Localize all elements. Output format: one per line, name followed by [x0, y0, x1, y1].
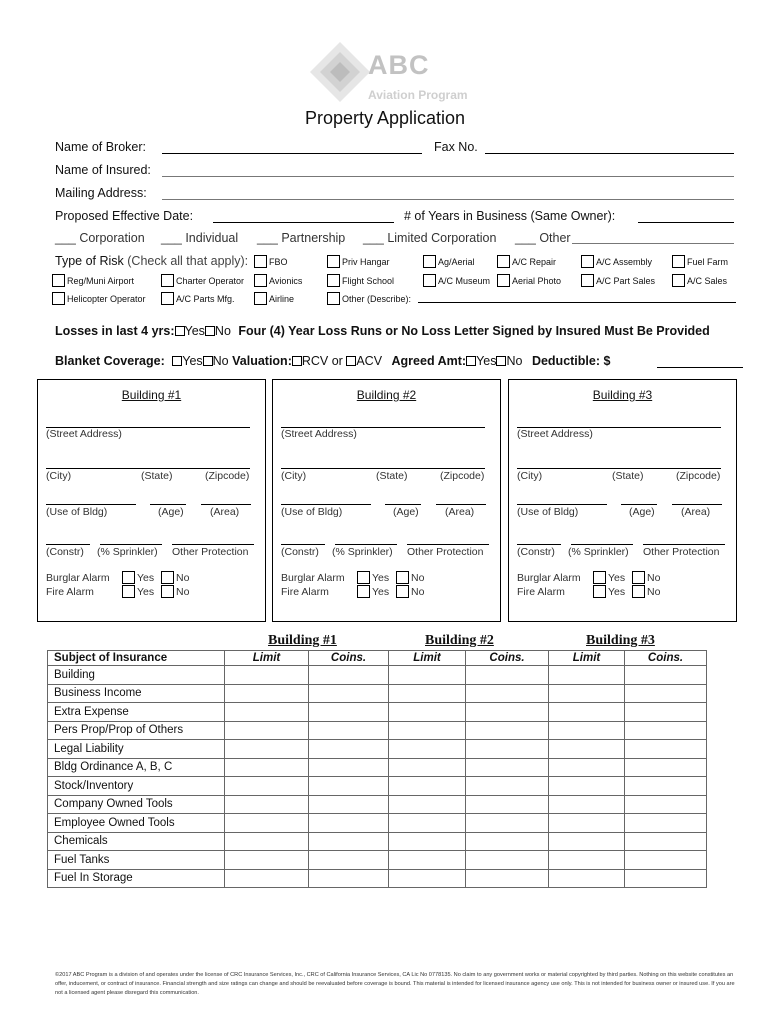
sprinkler-field[interactable] — [571, 544, 633, 545]
fire-no-checkbox[interactable] — [161, 585, 174, 598]
deductible-label: Deductible: $ — [531, 354, 611, 368]
city-field[interactable] — [46, 468, 250, 469]
losses-row — [55, 324, 710, 338]
constr-label: (Constr) — [281, 546, 319, 558]
use-field[interactable] — [517, 504, 607, 505]
use-field[interactable] — [46, 504, 136, 505]
fire-no-label: No — [647, 586, 661, 598]
fax-field[interactable] — [485, 153, 734, 154]
state-label: (State) — [612, 470, 644, 482]
fire-yes-label: Yes — [608, 586, 626, 598]
blanket-yes-label: Yes — [182, 354, 203, 368]
building-box-1 — [37, 379, 266, 622]
limit-cell[interactable] — [389, 703, 466, 722]
coins-cell[interactable] — [625, 851, 707, 870]
agreed-amt-label: Agreed Amt: — [391, 354, 467, 368]
table-row — [48, 851, 707, 870]
coins-cell[interactable] — [625, 795, 707, 814]
limit-cell[interactable] — [549, 777, 625, 796]
acv-label: ACV — [356, 354, 383, 368]
fire-yes-checkbox[interactable] — [593, 585, 606, 598]
coins-cell[interactable] — [309, 795, 389, 814]
table-row — [48, 814, 707, 833]
valuation-label: Valuation: — [232, 354, 292, 368]
coverage-subject: Fuel In Storage — [48, 869, 225, 888]
coins-cell[interactable] — [309, 666, 389, 685]
area-label: (Area) — [681, 506, 711, 518]
other-protection-label: Other Protection — [407, 546, 484, 558]
sprinkler-field[interactable] — [100, 544, 162, 545]
building-title: Building #3 — [592, 388, 653, 402]
burglar-no-label: No — [647, 572, 661, 584]
limit-header: Limit — [389, 651, 466, 666]
risk-ag-aerial[interactable]: Ag/Aerial — [423, 255, 475, 268]
limit-cell[interactable] — [225, 814, 309, 833]
rcv-label: RCV or — [301, 354, 343, 368]
entity-other[interactable]: ___ Other — [515, 231, 571, 245]
coins-cell[interactable] — [466, 795, 549, 814]
risk-flight-school[interactable]: Flight School — [327, 274, 394, 287]
city-field[interactable] — [281, 468, 485, 469]
age-field[interactable] — [621, 504, 657, 505]
coins-cell[interactable] — [309, 740, 389, 759]
area-label: (Area) — [445, 506, 475, 518]
coins-cell[interactable] — [309, 758, 389, 777]
risk-fuel-farm[interactable]: Fuel Farm — [672, 255, 728, 268]
burglar-yes-checkbox[interactable] — [122, 571, 135, 584]
burglar-no-checkbox[interactable] — [161, 571, 174, 584]
agreed-yes-label: Yes — [476, 354, 497, 368]
limit-cell[interactable] — [389, 740, 466, 759]
risk-fbo[interactable]: FBO — [254, 255, 288, 268]
coverage-table — [47, 650, 707, 888]
table-row — [48, 740, 707, 759]
other-protection-label: Other Protection — [172, 546, 249, 558]
coverage-subject: Fuel Tanks — [48, 851, 225, 870]
limit-cell[interactable] — [225, 832, 309, 851]
broker-field[interactable] — [162, 153, 422, 154]
burglar-yes-label: Yes — [608, 572, 626, 584]
constr-label: (Constr) — [517, 546, 555, 558]
fax-label: Fax No. — [434, 140, 478, 154]
losses-no-checkbox[interactable] — [205, 326, 215, 336]
coins-cell[interactable] — [466, 666, 549, 685]
building-title: Building #1 — [121, 388, 182, 402]
table-row — [48, 721, 707, 740]
limit-cell[interactable] — [225, 758, 309, 777]
street-label: (Street Address) — [46, 428, 122, 440]
coverage-building-1-head: Building #1 — [268, 633, 337, 648]
limit-cell[interactable] — [389, 795, 466, 814]
losses-note: Four (4) Year Loss Runs or No Loss Letter Signed by Insured Must Be Provided — [238, 324, 710, 338]
limit-header: Limit — [549, 651, 625, 666]
burglar-no-checkbox[interactable] — [396, 571, 409, 584]
area-field[interactable] — [436, 504, 486, 505]
coins-cell[interactable] — [466, 740, 549, 759]
risk-ac-museum[interactable]: A/C Museum — [423, 274, 490, 287]
risk-other[interactable]: Other (Describe): — [327, 292, 411, 305]
losses-yes-label: Yes — [184, 324, 205, 338]
coverage-subject: Pers Prop/Prop of Others — [48, 721, 225, 740]
years-in-business-label: # of Years in Business (Same Owner): — [404, 209, 616, 223]
limit-cell[interactable] — [389, 721, 466, 740]
burglar-no-label: No — [411, 572, 425, 584]
entity-limited-corporation[interactable]: ___ Limited Corporation — [363, 231, 497, 245]
city-field[interactable] — [517, 468, 721, 469]
risk-priv-hangar[interactable]: Priv Hangar — [327, 255, 390, 268]
losses-yes-checkbox[interactable] — [175, 326, 185, 336]
coins-cell[interactable] — [625, 703, 707, 722]
brand-subtitle: Aviation Program — [368, 88, 468, 102]
coins-cell[interactable] — [466, 703, 549, 722]
burglar-no-checkbox[interactable] — [632, 571, 645, 584]
coverage-building-3-head: Building #3 — [586, 633, 655, 648]
losses-label: Losses in last 4 yrs: — [55, 324, 175, 338]
building-box-3 — [508, 379, 737, 622]
age-field[interactable] — [385, 504, 421, 505]
acv-checkbox[interactable] — [346, 356, 356, 366]
blanket-row — [55, 354, 610, 368]
risk-heading — [55, 254, 248, 268]
blanket-label: Blanket Coverage: — [55, 354, 165, 368]
coins-cell[interactable] — [625, 814, 707, 833]
risk-airline[interactable]: Airline — [254, 292, 294, 305]
street-label: (Street Address) — [281, 428, 357, 440]
effective-date-label: Proposed Effective Date: — [55, 209, 194, 223]
rcv-checkbox[interactable] — [292, 356, 302, 366]
sprinkler-label: (% Sprinkler) — [332, 546, 393, 558]
limit-cell[interactable] — [549, 869, 625, 888]
risk-avionics[interactable]: Avionics — [254, 274, 302, 287]
coins-cell[interactable] — [309, 832, 389, 851]
risk-charter-operator[interactable]: Charter Operator — [161, 274, 244, 287]
area-field[interactable] — [201, 504, 251, 505]
risk-helicopter-operator[interactable]: Helicopter Operator — [52, 292, 146, 305]
blanket-no-checkbox[interactable] — [203, 356, 213, 366]
use-label: (Use of Bldg) — [517, 506, 579, 518]
coverage-subject: Legal Liability — [48, 740, 225, 759]
limit-header: Limit — [225, 651, 309, 666]
limit-cell[interactable] — [225, 703, 309, 722]
coverage-building-2-head: Building #2 — [425, 633, 494, 648]
fire-no-checkbox[interactable] — [396, 585, 409, 598]
agreed-no-label: No — [506, 354, 523, 368]
coins-cell[interactable] — [309, 814, 389, 833]
limit-cell[interactable] — [389, 777, 466, 796]
burglar-alarm-label: Burglar Alarm — [46, 572, 110, 584]
fire-alarm-label: Fire Alarm — [46, 586, 94, 598]
limit-cell[interactable] — [389, 684, 466, 703]
fire-no-checkbox[interactable] — [632, 585, 645, 598]
mailing-field[interactable] — [162, 199, 734, 200]
burglar-yes-checkbox[interactable] — [593, 571, 606, 584]
coverage-subject: Business Income — [48, 684, 225, 703]
coverage-subject: Chemicals — [48, 832, 225, 851]
limit-cell[interactable] — [389, 814, 466, 833]
coverage-subject: Extra Expense — [48, 703, 225, 722]
blanket-no-label: No — [212, 354, 229, 368]
coins-cell[interactable] — [625, 684, 707, 703]
coverage-subject: Stock/Inventory — [48, 777, 225, 796]
table-row — [48, 777, 707, 796]
coins-cell[interactable] — [466, 777, 549, 796]
limit-cell[interactable] — [389, 758, 466, 777]
street-label: (Street Address) — [517, 428, 593, 440]
entity-individual[interactable]: ___ Individual — [161, 231, 239, 245]
other-protection-field[interactable] — [172, 544, 254, 545]
mailing-label: Mailing Address: — [55, 186, 147, 200]
table-row — [48, 758, 707, 777]
limit-cell[interactable] — [549, 851, 625, 870]
entity-other-field[interactable] — [572, 243, 734, 244]
constr-label: (Constr) — [46, 546, 84, 558]
limit-cell[interactable] — [389, 832, 466, 851]
risk-reg-muni-airport[interactable]: Reg/Muni Airport — [52, 274, 134, 287]
state-label: (State) — [141, 470, 173, 482]
fire-no-label: No — [176, 586, 190, 598]
fire-yes-label: Yes — [372, 586, 390, 598]
limit-cell[interactable] — [225, 740, 309, 759]
coins-header: Coins. — [309, 651, 389, 666]
coins-cell[interactable] — [466, 832, 549, 851]
sprinkler-field[interactable] — [335, 544, 397, 545]
constr-field[interactable] — [281, 544, 325, 545]
other-protection-field[interactable] — [407, 544, 489, 545]
constr-field[interactable] — [517, 544, 561, 545]
coins-header: Coins. — [466, 651, 549, 666]
sprinkler-label: (% Sprinkler) — [97, 546, 158, 558]
limit-cell[interactable] — [225, 795, 309, 814]
form-title: Property Application — [304, 108, 466, 128]
age-field[interactable] — [150, 504, 186, 505]
burglar-yes-label: Yes — [137, 572, 155, 584]
table-row — [48, 703, 707, 722]
risk-ac-part-sales[interactable]: A/C Part Sales — [581, 274, 655, 287]
coins-cell[interactable] — [625, 666, 707, 685]
fire-no-label: No — [411, 586, 425, 598]
building-box-2 — [272, 379, 501, 622]
deductible-field[interactable] — [657, 367, 743, 368]
coins-cell[interactable] — [466, 814, 549, 833]
table-row — [48, 832, 707, 851]
logo-diamond-icon — [308, 40, 372, 104]
footer-disclaimer: ©2017 ABC Program is a division of and operates under the license of CRC Insurance Services, Inc., CRC of California Insurance Services, CA Lic No 0778135. No claim to any government works or material copyrighted by third parties. Nothing on this website constitutes an offer, inducement, or contract of insurance. Financial strength and size ratings can change and should be reevaluated before coverage is bound. This material is intended for licensed insurance agency use only. This is not intended for business owner or insured use. If you are not a licensed agent please disregard this communication. — [55, 972, 735, 996]
risk-ac-parts-mfg[interactable]: A/C Parts Mfg. — [161, 292, 235, 305]
use-field[interactable] — [281, 504, 371, 505]
limit-cell[interactable] — [225, 777, 309, 796]
blanket-yes-checkbox[interactable] — [172, 356, 182, 366]
coins-cell[interactable] — [466, 758, 549, 777]
coverage-subject: Employee Owned Tools — [48, 814, 225, 833]
limit-cell[interactable] — [549, 832, 625, 851]
limit-cell[interactable] — [225, 869, 309, 888]
fire-yes-checkbox[interactable] — [122, 585, 135, 598]
broker-label: Name of Broker: — [55, 140, 147, 154]
age-label: (Age) — [393, 506, 419, 518]
table-row — [48, 684, 707, 703]
risk-label: Type of Risk — [55, 254, 124, 268]
age-label: (Age) — [158, 506, 184, 518]
burglar-yes-label: Yes — [372, 572, 390, 584]
limit-cell[interactable] — [225, 666, 309, 685]
limit-cell[interactable] — [389, 666, 466, 685]
burglar-alarm-label: Burglar Alarm — [281, 572, 345, 584]
limit-cell[interactable] — [549, 703, 625, 722]
effective-date-field[interactable] — [213, 222, 394, 223]
risk-other-field[interactable] — [418, 302, 736, 303]
limit-cell[interactable] — [225, 721, 309, 740]
age-label: (Age) — [629, 506, 655, 518]
coins-cell[interactable] — [466, 721, 549, 740]
sprinkler-label: (% Sprinkler) — [568, 546, 629, 558]
entity-corporation[interactable]: ___ Corporation — [55, 231, 145, 245]
coins-cell[interactable] — [309, 869, 389, 888]
limit-cell[interactable] — [549, 666, 625, 685]
burglar-no-label: No — [176, 572, 190, 584]
limit-cell[interactable] — [549, 721, 625, 740]
insured-field[interactable] — [162, 176, 734, 177]
entity-partnership[interactable]: ___ Partnership — [257, 231, 346, 245]
use-label: (Use of Bldg) — [281, 506, 343, 518]
table-row — [48, 666, 707, 685]
risk-aerial-photo[interactable]: Aerial Photo — [497, 274, 561, 287]
coins-cell[interactable] — [466, 869, 549, 888]
limit-cell[interactable] — [389, 869, 466, 888]
coins-cell[interactable] — [625, 721, 707, 740]
agreed-yes-checkbox[interactable] — [466, 356, 476, 366]
limit-cell[interactable] — [549, 740, 625, 759]
limit-cell[interactable] — [549, 814, 625, 833]
area-field[interactable] — [672, 504, 722, 505]
table-row — [48, 869, 707, 888]
limit-cell[interactable] — [389, 851, 466, 870]
area-label: (Area) — [210, 506, 240, 518]
brand-name: ABC — [368, 50, 430, 80]
insured-label: Name of Insured: — [55, 163, 151, 177]
risk-ac-assembly[interactable]: A/C Assembly — [581, 255, 652, 268]
limit-cell[interactable] — [549, 684, 625, 703]
coins-cell[interactable] — [625, 832, 707, 851]
losses-no-label: No — [214, 324, 231, 338]
fire-yes-label: Yes — [137, 586, 155, 598]
coins-cell[interactable] — [309, 703, 389, 722]
agreed-no-checkbox[interactable] — [496, 356, 506, 366]
zip-label: (Zipcode) — [676, 470, 721, 482]
subject-header: Subject of Insurance — [48, 651, 225, 666]
city-label: (City) — [46, 470, 72, 482]
limit-cell[interactable] — [225, 684, 309, 703]
constr-field[interactable] — [46, 544, 90, 545]
years-in-business-field[interactable] — [638, 222, 734, 223]
risk-hint: (Check all that apply): — [127, 254, 249, 268]
coverage-subject: Bldg Ordinance A, B, C — [48, 758, 225, 777]
coins-header: Coins. — [625, 651, 707, 666]
coverage-subject: Building — [48, 666, 225, 685]
fire-alarm-label: Fire Alarm — [517, 586, 565, 598]
coins-cell[interactable] — [309, 777, 389, 796]
coins-cell[interactable] — [466, 684, 549, 703]
burglar-yes-checkbox[interactable] — [357, 571, 370, 584]
fire-alarm-label: Fire Alarm — [281, 586, 329, 598]
other-protection-label: Other Protection — [643, 546, 720, 558]
other-protection-field[interactable] — [643, 544, 725, 545]
burglar-alarm-label: Burglar Alarm — [517, 572, 581, 584]
city-label: (City) — [281, 470, 307, 482]
city-label: (City) — [517, 470, 543, 482]
use-label: (Use of Bldg) — [46, 506, 108, 518]
building-title: Building #2 — [356, 388, 417, 402]
risk-ac-repair[interactable]: A/C Repair — [497, 255, 556, 268]
zip-label: (Zipcode) — [440, 470, 485, 482]
table-row — [48, 795, 707, 814]
coverage-header-row — [48, 651, 707, 666]
limit-cell[interactable] — [549, 758, 625, 777]
risk-ac-sales[interactable]: A/C Sales — [672, 274, 727, 287]
limit-cell[interactable] — [549, 795, 625, 814]
coins-cell[interactable] — [625, 758, 707, 777]
state-label: (State) — [376, 470, 408, 482]
coverage-subject: Company Owned Tools — [48, 795, 225, 814]
coins-cell[interactable] — [466, 851, 549, 870]
zip-label: (Zipcode) — [205, 470, 250, 482]
coins-cell[interactable] — [625, 777, 707, 796]
coins-cell[interactable] — [309, 851, 389, 870]
limit-cell[interactable] — [225, 851, 309, 870]
coins-cell[interactable] — [309, 684, 389, 703]
coins-cell[interactable] — [309, 721, 389, 740]
fire-yes-checkbox[interactable] — [357, 585, 370, 598]
coins-cell[interactable] — [625, 740, 707, 759]
coins-cell[interactable] — [625, 869, 707, 888]
